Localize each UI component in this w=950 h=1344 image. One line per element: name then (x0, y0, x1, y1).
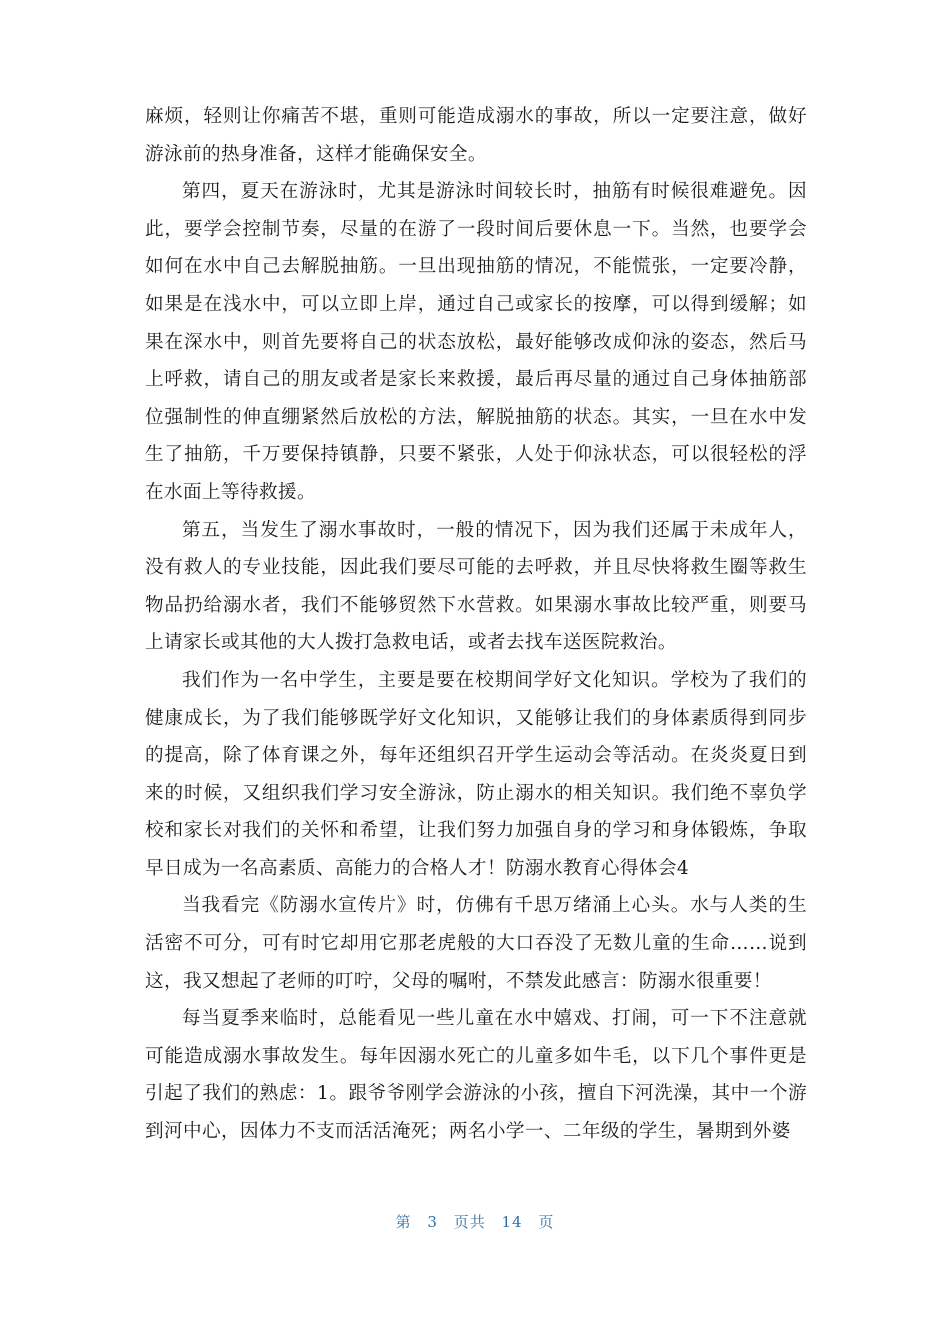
paragraph-summer-incidents: 每当夏季来临时，总能看见一些儿童在水中嬉戏、打闹，可一下不注意就可能造成溺水事故发生。每年因溺水死亡的儿童多如牛毛，以下几个事件更是引起了我们的熟虑：1。跟爷爷刚学会游泳的小孩，擅自下河洗澡，其中一个游到河中心，因体力不支而活活淹死；两名小学一、二年级的学生，暑期到外婆 (145, 1008, 807, 1143)
footer-total-pages: 14 (501, 1213, 523, 1231)
paragraph-video-reflection: 当我看完《防溺水宣传片》时，仿佛有千思万绪涌上心头。水与人类的生活密不可分，可有时它却用它那老虎般的大口吞没了无数儿童的生命……说到这，我又想起了老师的叮咛，父母的嘱咐，不禁发此感言：防溺水很重要！ (145, 895, 807, 992)
footer-page-word: 第 (395, 1213, 412, 1231)
paragraph-fifth-point: 第五，当发生了溺水事故时，一般的情况下，因为我们还属于未成年人，没有救人的专业技能，因此我们要尽可能的去呼救，并且尽快将救生圈等救生物品扔给溺水者，我们不能够贸然下水营救。如果溺水事故比较严重，则要马上请家长或其他的大人拨打急救电话，或者去找车送医院救治。 (145, 519, 807, 654)
footer-page-suffix: 页 (538, 1213, 555, 1231)
footer-current-page: 3 (427, 1213, 438, 1231)
paragraph-student-duty: 我们作为一名中学生，主要是要在校期间学好文化知识。学校为了我们的健康成长，为了我们能够既学好文化知识，又能够让我们的身体素质得到同步的提高，除了体育课之外，每年还组织召开学生运动会等活动。在炎炎夏日到来的时候，又组织我们学习安全游泳，防止溺水的相关知识。我们绝不辜负学校和家长对我们的关怀和希望，让我们努力加强自身的学习和身体锻炼，争取早日成为一名高素质、高能力的合格人才！防溺水教育心得体会4 (145, 669, 807, 879)
document-body (145, 98, 807, 1151)
paragraph-continuation: 麻烦，轻则让你痛苦不堪，重则可能造成溺水的事故，所以一定要注意，做好游泳前的热身准备，这样才能确保安全。 (145, 106, 807, 165)
footer-page-of-word: 页共 (453, 1213, 486, 1231)
page-number-footer (0, 1211, 950, 1232)
paragraph-fourth-point: 第四，夏天在游泳时，尤其是游泳时间较长时，抽筋有时候很难避免。因此，要学会控制节奏，尽量的在游了一段时间后要休息一下。当然，也要学会如何在水中自己去解脱抽筋。一旦出现抽筋的情况，不能慌张，一定要冷静，如果是在浅水中，可以立即上岸，通过自己或家长的按摩，可以得到缓解；如果在深水中，则首先要将自己的状态放松，最好能够改成仰泳的姿态，然后马上呼救，请自己的朋友或者是家长来救援，最后再尽量的通过自己身体抽筋部位强制性的伸直绷紧然后放松的方法，解脱抽筋的状态。其实，一旦在水中发生了抽筋，千万要保持镇静，只要不紧张，人处于仰泳状态，可以很轻松的浮在水面上等待救援。 (145, 181, 807, 503)
